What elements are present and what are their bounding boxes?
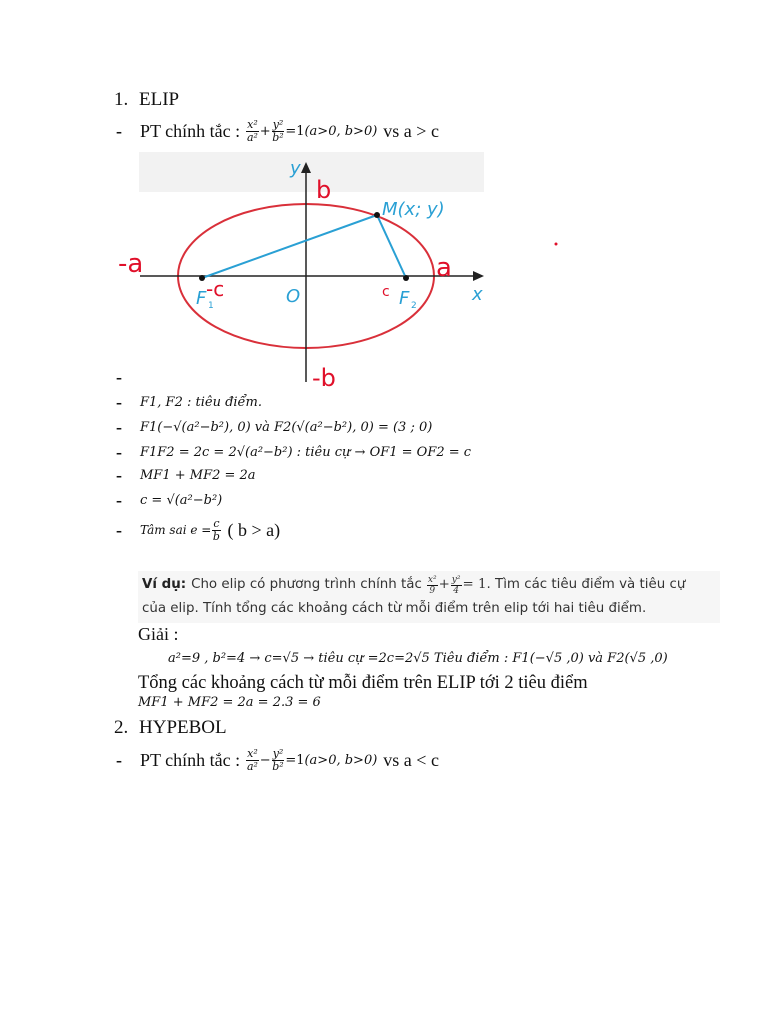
y-axis-label: y [290, 158, 301, 179]
sum-text: MF1 + MF2 = 2a [140, 468, 256, 483]
section-1-title: ELIP [139, 89, 180, 110]
solution-line-2: MF1 + MF2 = 2a = 2.3 = 6 [138, 695, 321, 710]
example-label: Ví dụ: [142, 577, 187, 592]
equation-condition: (a>0, b>0) [304, 752, 378, 768]
eccentricity-note: ( b > a) [227, 519, 281, 540]
equation-label: PT chính tắc : [140, 120, 241, 141]
focal-length-text: F1F2 = 2c = 2√(a²−b²) : tiêu cự → OF1 = OF2 = c [140, 445, 472, 460]
red-dot [555, 243, 558, 246]
point-M-label: M(x; y) [382, 199, 445, 220]
fraction-x2-a2: $\frac{\text{x²}}{\text{a²}}$ [246, 746, 258, 773]
focus-2-subscript: 2 [411, 301, 417, 311]
handwritten-neg-b: -b [312, 364, 336, 392]
fraction-y2-b2: $\frac{\text{y²}}{\text{b²}}$ [272, 746, 284, 773]
sum-line: - MF1 + MF2 = 2a [116, 465, 256, 485]
equation-equals: =1 [285, 123, 305, 139]
section-2-heading [114, 717, 227, 739]
x-axis-label: x [472, 284, 483, 305]
eccentricity-line: - Tâm sai e = $\frac{c}{b}$ ( b > a) [116, 516, 281, 543]
equation-note: vs a < c [383, 749, 439, 770]
focal-length-line: - F1F2 = 2c = 2√(a²−b²) : tiêu cự → OF1 = OF2 = c [116, 442, 472, 462]
bullet-dash: - [116, 749, 122, 770]
fraction-x2-a2: $\frac{\text{x²}}{\text{a²}}$ [246, 117, 258, 144]
equation-condition: (a>0, b>0) [304, 123, 378, 139]
section-1-number: 1. [114, 89, 129, 110]
foci-text: F1, F2 : tiêu điểm. [140, 395, 263, 410]
eccentricity-text: Tâm sai e = [140, 523, 212, 537]
c-definition-line: - c = √(a²−b²) [116, 490, 223, 510]
focus-2-point [403, 275, 409, 281]
focus-1-point [199, 275, 205, 281]
ellipse-equation-line: - PT chính tắc : $\frac{\text{x²}}{\text{a²}}$ + $\frac{\text{y²}}{\text{b²}}$ =1 (a>0, b>0) vs a > c [116, 117, 439, 144]
handwritten-neg-c: -c [206, 277, 225, 301]
handwritten-b: b [316, 176, 332, 204]
solution-sum-heading: Tổng các khoảng cách từ mỗi điểm trên ELIP tới 2 tiêu điểm [138, 673, 588, 693]
bullet-dash: - [116, 120, 122, 141]
equation-note: vs a > c [383, 120, 439, 141]
solution-line-1: a²=9 , b²=4 → c=√5 → tiêu cự =2c=2√5 Tiêu điểm : F1(−√5 ,0) và F2(√5 ,0) [168, 651, 668, 666]
foci-line: - F1, F2 : tiêu điểm. [116, 392, 263, 412]
point-M [374, 212, 380, 218]
handwritten-c: c [382, 284, 390, 300]
section-2-title: HYPEBOL [139, 717, 227, 738]
fraction-y2-b2: $\frac{\text{y²}}{\text{b²}}$ [272, 117, 284, 144]
ellipse-figure [110, 152, 570, 392]
fraction-c-b: $\frac{c}{b}$ [212, 516, 220, 543]
focus-1-subscript: 1 [208, 301, 214, 311]
foci-coordinates-line: - F1(−√(a²−b²), 0) và F2(√(a²−b²), 0) = (3 ; 0) [116, 417, 433, 437]
fraction-y2-4: $\frac{\text{y²}}{4}$ [451, 574, 461, 596]
hyperbola-equation-line: - PT chính tắc : $\frac{\text{x²}}{\text{a²}}$ − $\frac{\text{y²}}{\text{b²}}$ =1 (a>0, b>0) vs a < c [116, 746, 439, 773]
handwritten-neg-a: -a [118, 249, 144, 279]
example-box: Ví dụ: Cho elip có phương trình chính tắc $\frac{\text{x²}}{9}$ + $\frac{\text{y²}}{4}$ = 1 . Tìm các tiêu điểm và tiêu cự của elip. Tính tổng các khoảng cách từ mỗi điểm trên elip tới hai tiêu điểm. [138, 571, 720, 623]
empty-bullet: - [116, 367, 122, 387]
example-text-1: Cho elip có phương trình chính tắc [191, 577, 422, 592]
focus-1-label: F [196, 288, 207, 309]
section-2-number: 2. [114, 717, 129, 738]
equation-label: PT chính tắc : [140, 749, 241, 770]
example-text-3: của elip. Tính tổng các khoảng cách từ mỗi điểm trên elip tới hai tiêu điểm. [142, 601, 647, 616]
section-1-heading [114, 89, 179, 111]
fraction-x2-9: $\frac{\text{x²}}{9}$ [427, 574, 437, 596]
handwritten-a: a [436, 253, 452, 283]
foci-coordinates-text: F1(−√(a²−b²), 0) và F2(√(a²−b²), 0) = (3 ; 0) [140, 420, 433, 435]
solution-heading: Giải : [138, 624, 179, 644]
equation-equals: =1 [285, 752, 305, 768]
focus-2-label: F [399, 288, 410, 309]
origin-label: O [286, 286, 301, 307]
figure-top-shade [139, 152, 484, 192]
example-text-2: . Tìm các tiêu điểm và tiêu cự [486, 577, 686, 592]
c-definition-text: c = √(a²−b²) [140, 493, 223, 508]
